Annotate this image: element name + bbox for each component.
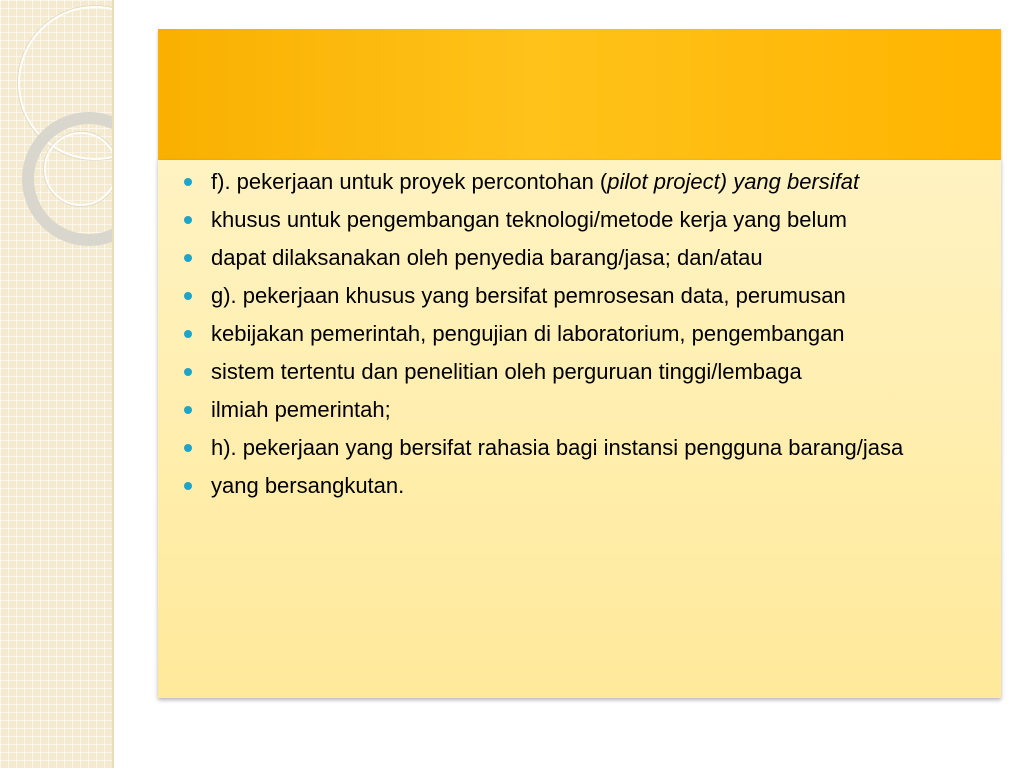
- bullet-list: [182, 168, 981, 499]
- list-item: [182, 282, 981, 309]
- list-item: [182, 434, 981, 461]
- content-box: [158, 160, 1001, 698]
- bullet-text: ilmiah pemerintah;: [211, 397, 391, 422]
- bullet-text-italic: pilot project) yang bersifat: [607, 169, 860, 194]
- bullet-icon: [184, 482, 192, 490]
- bullet-icon: [184, 406, 192, 414]
- bullet-icon: [184, 368, 192, 376]
- bullet-text: dapat dilaksanakan oleh penyedia barang/jasa; dan/atau: [211, 245, 763, 270]
- bullet-text: khusus untuk pengembangan teknologi/metode kerja yang belum: [211, 207, 847, 232]
- decorative-circle-bottom: [44, 132, 114, 206]
- bullet-text: h). pekerjaan yang bersifat rahasia bagi instansi pengguna barang/jasa: [211, 435, 904, 460]
- list-item: [182, 472, 981, 499]
- bullet-text: sistem tertentu dan penelitian oleh perguruan tinggi/lembaga: [211, 359, 802, 384]
- bullet-text: kebijakan pemerintah, pengujian di laboratorium, pengembangan: [211, 321, 845, 346]
- bullet-text: f). pekerjaan untuk proyek percontohan (: [211, 169, 608, 194]
- list-item: [182, 168, 981, 195]
- left-decorative-strip: [0, 0, 114, 768]
- list-item: [182, 244, 981, 271]
- bullet-icon: [184, 292, 192, 300]
- bullet-text: yang bersangkutan.: [211, 473, 405, 498]
- list-item: [182, 396, 981, 423]
- list-item: [182, 320, 981, 347]
- bullet-icon: [184, 216, 192, 224]
- bullet-icon: [184, 444, 192, 452]
- bullet-text: g). pekerjaan khusus yang bersifat pemrosesan data, perumusan: [211, 283, 846, 308]
- list-item: [182, 206, 981, 233]
- bullet-icon: [184, 330, 192, 338]
- bullet-icon: [184, 178, 192, 186]
- list-item: [182, 358, 981, 385]
- title-band: [158, 29, 1001, 160]
- strip-divider: [112, 0, 114, 768]
- bullet-icon: [184, 254, 192, 262]
